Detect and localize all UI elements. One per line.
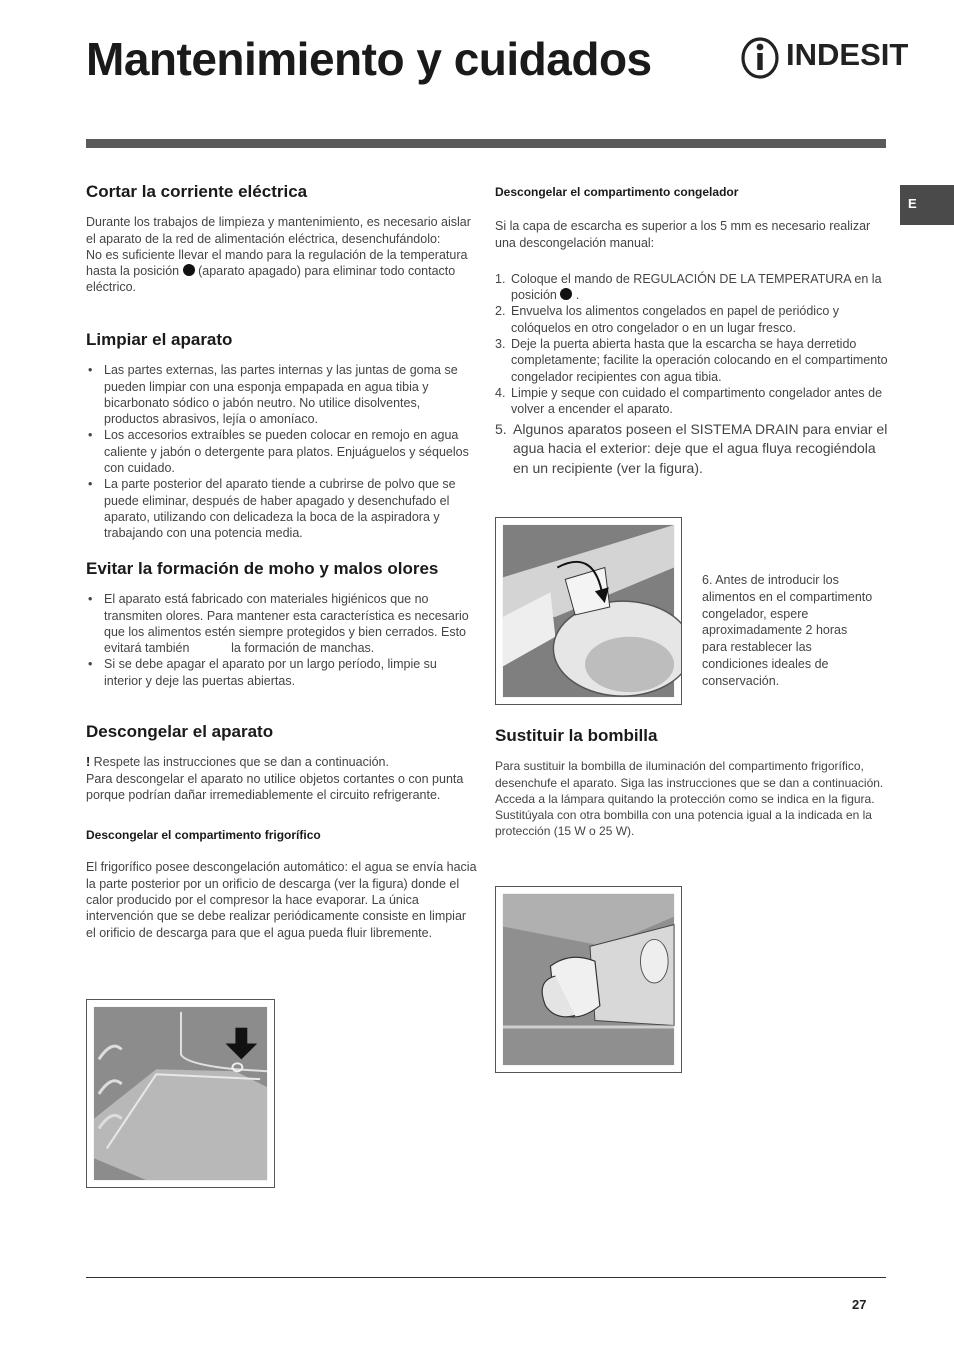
heading-cortar-corriente: Cortar la corriente eléctrica: [86, 182, 308, 201]
section-limpiar: [86, 332, 478, 542]
bullet-list: [86, 362, 478, 541]
header-rule: [86, 139, 886, 148]
list-item: • Los accesorios extraíbles se pueden colocar en remojo en agua caliente y jabón o detergente para platos. Enjuáguelos y séquelos con cuidado.: [86, 427, 478, 476]
step-item: 2. Envuelva los alimentos congelados en papel de periódico y colóquelos en otro congelador o en un lugar fresco.: [495, 304, 839, 335]
step-item: 3. Deje la puerta abierta hasta que la escarcha se haya derretido completamente; facilite la operación colocando en el compartimento congelador recipientes con agua tibia.: [495, 337, 888, 384]
subheading-frigorifico: Descongelar el compartimento frigorífico: [86, 828, 321, 843]
footer-rule: [86, 1277, 886, 1278]
section-descongelar: [86, 724, 478, 941]
step-item: 1. Coloque el mando de REGULACIÓN DE LA TEMPERATURA en la posición .: [495, 271, 882, 303]
list-item: • Si se debe apagar el aparato por un largo período, limpie su interior y deje las puertas abiertas.: [86, 656, 478, 689]
subheading-congelador: Descongelar el compartimento congelador: [495, 185, 739, 199]
bulb-replacement-figure: [495, 886, 682, 1073]
list-item: • El aparato está fabricado con materiales higiénicos que no transmiten olores. Para mantener esta característica es necesario que los alimentos estén siempre protegidos y bien cerrados. Esto evitará también la formación de manchas.: [86, 591, 478, 656]
warning-note: ! Respete las instrucciones que se dan a continuación.: [86, 755, 389, 770]
section-cortar-corriente: [86, 184, 478, 296]
heading-bombilla: Sustituir la bombilla: [495, 726, 658, 745]
steps-list: [495, 271, 890, 478]
paragraph: Acceda a la lámpara quitando la protección como se indica en la figura. Sustitúyala con otra bombilla con una potencia igual a la indicada en la protección (15 W o 25 W).: [495, 791, 875, 839]
step-6-note: 6. Antes de introducir los alimentos en el compartimento congelador, espere aproximadamente 2 horas para restablecer las condiciones ideales de conservación.: [702, 573, 873, 688]
page-title: Mantenimiento y cuidados: [86, 33, 652, 85]
fridge-drain-figure: [86, 999, 275, 1188]
bullet-list: [86, 591, 478, 689]
step-item: 4. Limpie y seque con cuidado el compartimento congelador antes de volver a encender el aparato.: [495, 385, 883, 417]
paragraph: Para sustituir la bombilla de iluminación del compartimento frigorífico, desenchufe el aparato. Siga las instrucciones que se dan a continuación.: [495, 759, 884, 790]
step-item: 5. Algunos aparatos poseen el SISTEMA DRAIN para enviar el agua hacia el exterior: deje que el agua fluya recogiéndola en un recipiente (ver la figura).: [495, 420, 888, 476]
section-moho: [86, 561, 478, 689]
page-number: 27: [852, 1297, 867, 1312]
list-item: • La parte posterior del aparato tiende a cubrirse de polvo que se puede eliminar, después de haber apagado y desenchufado el aparato, utilizando con delicadeza la boca de la aspiradora y trabajando con una potencia media.: [86, 476, 478, 541]
section-congelador: [495, 184, 890, 478]
heading-moho: Evitar la formación de moho y malos olores: [86, 559, 439, 578]
language-tab: E: [900, 185, 954, 225]
list-item: • Las partes externas, las partes internas y las juntas de goma se pueden limpiar con una esponja empapada en agua tibia y bicarbonato sódico o jabón neutro. No utilice disolventes, productos abrasivos, lejía o amoníaco.: [86, 362, 478, 427]
warning-icon: !: [86, 755, 91, 770]
paragraph: Para descongelar el aparato no utilice objetos cortantes o con punta porque podrían dañar irremediablemente el circuito refrigerante.: [86, 771, 464, 802]
paragraph: El frigorífico posee descongelación automático: el agua se envía hacia la parte posterior por un orificio de descarga (ver la figura) donde el calor producido por el compresor la hace evaporar. La única intervención que se debe realizar periódicamente consiste en limpiar el orificio de descarga para que el agua pueda fluir libremente.: [86, 860, 477, 940]
paragraph: Durante los trabajos de limpieza y mantenimiento, es necesario aislar el aparato de la red de alimentación eléctrica, desenchufándolo:: [86, 215, 471, 246]
brand-wordmark: INDESIT: [786, 37, 909, 72]
off-position-icon: [560, 288, 572, 300]
drain-system-figure: [495, 517, 682, 705]
section-bombilla: [495, 728, 890, 840]
paragraph: No es suficiente llevar el mando para la regulación de la temperatura hasta la posición (aparato apagado) para eliminar todo contacto eléctrico.: [86, 247, 468, 295]
heading-limpiar: Limpiar el aparato: [86, 330, 233, 349]
off-position-icon: [183, 264, 195, 276]
heading-descongelar: Descongelar el aparato: [86, 722, 274, 741]
paragraph: Si la capa de escarcha es superior a los 5 mm es necesario realizar una descongelación manual:: [495, 219, 871, 250]
